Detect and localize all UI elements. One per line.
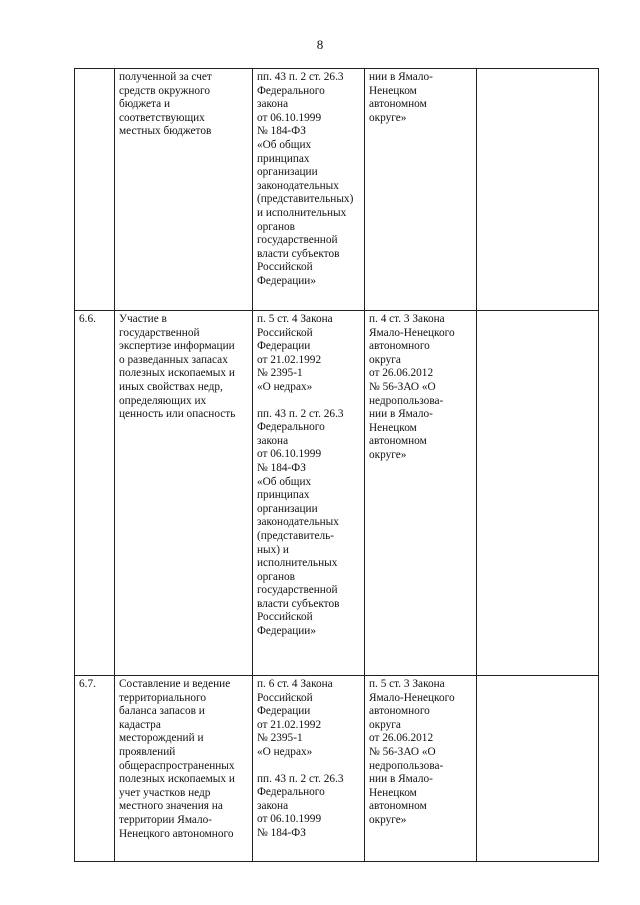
federal-basis-cell [253,676,365,862]
activity-cell [115,69,253,311]
federal-basis-line: № 184-ФЗ [257,461,306,474]
federal-basis-line: исполнительных [257,557,338,570]
federal-basis-line: «О недрах» [257,380,313,393]
federal-basis-line: и исполнительных [257,206,347,219]
regional-basis-cell [365,311,477,676]
regional-basis-cell-line: недропользова- [369,759,444,772]
row-number: 6.7. [79,678,96,690]
federal-basis-line: Федерации [257,705,311,718]
activity-cell-line: Участие в [119,313,167,325]
activity-cell-line: иных свойствах недр, [119,380,223,393]
federal-basis-line: пп. 43 п. 2 ст. 26.3 [257,772,344,785]
federal-basis-line: п. 5 ст. 4 Закона [257,313,333,325]
federal-basis-line: законодательных [257,179,339,192]
activity-cell-line: Ненецкого автономного [119,827,234,840]
row-number-cell [75,676,115,862]
block-gap [257,395,361,408]
federal-basis-line: № 2395-1 [257,732,303,745]
federal-basis-line: Российской [257,326,313,339]
activity-cell-line: бюджета и [119,98,170,111]
federal-basis-line: п. 6 ст. 4 Закона [257,678,333,690]
regional-basis-cell-line: автономного [369,705,430,718]
activity-cell-line: Составление и ведение [119,678,231,690]
regional-basis-cell-line: от 26.06.2012 [369,732,434,745]
federal-basis-line: Российской [257,261,313,274]
federal-basis-line: власти субъектов [257,247,340,260]
regional-basis-cell-line: округе» [369,111,407,124]
federal-basis-line: Федерального [257,786,325,799]
federal-basis-line: Федерации [257,340,311,353]
federal-basis-line: от 06.10.1999 [257,111,322,124]
activity-cell-line: государственной [119,326,200,339]
regional-basis-cell-line: п. 5 ст. 3 Закона [369,678,445,690]
activity-cell-line: полученной за счет [119,71,212,83]
activity-cell-line: соответствующих [119,111,205,124]
federal-basis-line: государственной [257,584,338,597]
regional-basis-cell-line: п. 4 ст. 3 Закона [369,313,445,325]
competence-table [74,68,599,862]
regional-basis-cell-line: автономном [369,98,427,111]
note-cell [477,69,599,311]
activity-cell-line: проявлений [119,745,176,758]
regional-basis-cell-line: № 56-ЗАО «О [369,745,436,758]
regional-basis-cell-line: от 26.06.2012 [369,367,434,380]
regional-basis-cell-line: округе» [369,813,407,826]
activity-cell-line: определяющих их [119,394,207,407]
regional-basis-cell-line: нии в Ямало- [369,71,433,83]
federal-basis-line: принципах [257,489,310,502]
page-number: 8 [316,37,324,52]
regional-basis-cell-line: Ненецком [369,84,417,97]
regional-basis-cell-line: недропользова- [369,394,444,407]
regional-basis-cell [365,69,477,311]
regional-basis-cell-line: Ненецком [369,421,417,434]
federal-basis-line: № 184-ФЗ [257,125,306,138]
regional-basis-cell-line: Ямало-Ненецкого [369,326,455,339]
federal-basis-line: № 2395-1 [257,367,303,380]
federal-basis-line: власти субъектов [257,597,340,610]
activity-cell-line: баланса запасов и [119,705,205,718]
federal-basis-line: «О недрах» [257,745,313,758]
activity-cell-line: полезных ископаемых и [119,773,235,786]
activity-cell-line: территории Ямало- [119,813,213,826]
federal-basis-line: Федерального [257,421,325,434]
federal-basis-line: Российской [257,691,313,704]
regional-basis-cell-line: Ненецком [369,786,417,799]
regional-basis-cell-line: автономного [369,340,430,353]
federal-basis-line: от 21.02.1992 [257,353,322,366]
activity-cell-line: ценность или опасность [119,408,236,421]
federal-basis-line: ных) и [257,543,289,556]
federal-basis-line: от 06.10.1999 [257,448,322,461]
activity-cell-line: месторождений и [119,732,204,745]
regional-basis-cell-line: Ямало-Ненецкого [369,691,455,704]
regional-basis-cell [365,676,477,862]
regional-basis-cell-line: автономном [369,435,427,448]
federal-basis-cell [253,69,365,311]
federal-basis-line: Федерации» [257,274,316,287]
activity-cell [115,311,253,676]
federal-basis-line: государственной [257,234,338,247]
regional-basis-cell-line: округа [369,353,401,366]
activity-cell-line: местных бюджетов [119,125,212,138]
activity-cell-line: средств окружного [119,84,211,97]
federal-basis-line: № 184-ФЗ [257,826,306,839]
federal-basis-line: от 21.02.1992 [257,718,322,731]
federal-basis-line: «Об общих [257,475,312,488]
activity-cell-line: общераспространенных [119,759,235,772]
regional-basis-cell-line: нии в Ямало- [369,408,433,421]
federal-basis-line: организации [257,166,318,179]
regional-basis-cell-line: № 56-ЗАО «О [369,380,436,393]
table-row [75,676,599,862]
note-cell [477,311,599,676]
federal-basis-line: Федерального [257,84,325,97]
federal-basis-line: Федерации» [257,625,316,638]
federal-basis-line: органов [257,570,295,583]
block-gap [257,760,361,773]
federal-basis-line: пп. 43 п. 2 ст. 26.3 [257,71,344,83]
note-cell [477,676,599,862]
federal-basis-line: от 06.10.1999 [257,813,322,826]
federal-basis-line: организации [257,502,318,515]
activity-cell-line: территориального [119,691,207,704]
federal-basis-line: закона [257,799,289,812]
activity-cell-line: экспертизе информации [119,340,235,353]
activity-cell-line: местного значения на [119,800,223,813]
row-number-cell [75,311,115,676]
federal-basis-line: Российской [257,611,313,624]
federal-basis-line: принципах [257,152,310,165]
regional-basis-cell-line: округа [369,718,401,731]
federal-basis-line: «Об общих [257,138,312,151]
activity-cell-line: о разведанных запасах [119,353,228,366]
activity-cell [115,676,253,862]
activity-cell-line: полезных ископаемых и [119,367,235,380]
table-row [75,69,599,311]
row-number: 6.6. [79,313,96,325]
table-row [75,311,599,676]
federal-basis-line: пп. 43 п. 2 ст. 26.3 [257,407,344,420]
federal-basis-line: (представительных) [257,193,354,206]
federal-basis-line: органов [257,220,295,233]
federal-basis-line: закона [257,98,289,111]
regional-basis-cell-line: автономном [369,800,427,813]
row-number-cell [75,69,115,311]
activity-cell-line: кадастра [119,718,161,731]
federal-basis-line: законодательных [257,516,339,529]
regional-basis-cell-line: округе» [369,448,407,461]
regional-basis-cell-line: нии в Ямало- [369,773,433,786]
federal-basis-line: закона [257,434,289,447]
federal-basis-cell [253,311,365,676]
federal-basis-line: (представитель- [257,529,335,542]
activity-cell-line: учет участков недр [119,786,211,799]
